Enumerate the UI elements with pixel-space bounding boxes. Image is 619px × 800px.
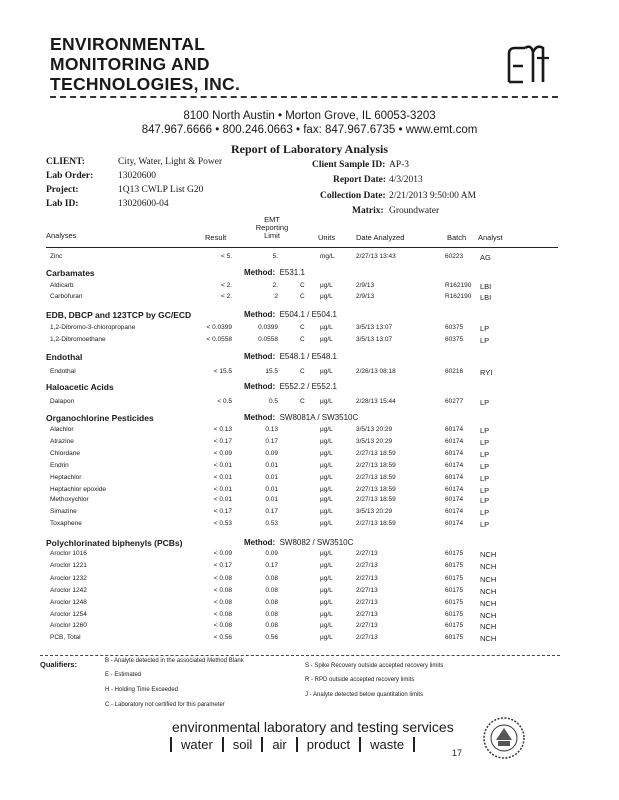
project-label-text: Project: [46,185,79,195]
col-reporting: Reporting [255,223,289,232]
cell-reporting-limit: 5. [272,253,278,260]
cell-date-analyzed: 2/27/13 [356,562,378,569]
cell-batch: 60174 [445,450,464,457]
cell-result: < 0.01 [213,474,232,481]
cell-date-analyzed: 3/5/13 13:07 [356,324,393,331]
cell-result: < 0.5 [217,398,232,405]
cell-analyst: AG [480,253,491,262]
cell-analyte: Aroclor 1221 [50,562,87,569]
section-method [244,310,337,319]
cell-reporting-limit: 2. [272,282,278,289]
cell-reporting-limit: 0.0558 [258,336,278,343]
table-row [0,336,619,346]
cell-reporting-limit: 0.01 [265,474,278,481]
section-title: Carbamates [46,268,95,278]
cell-units: µg/L [320,368,333,375]
cell-analyte: Simazine [50,508,77,515]
cell-date-analyzed: 2/27/13 18:59 [356,474,396,481]
cell-analyte: Aldicarb [50,282,74,289]
table-row [0,398,619,408]
cell-result: < 0.17 [213,438,232,445]
project-label [46,185,79,195]
cell-reporting-limit: 0.0399 [258,324,278,331]
cell-batch: 60174 [445,426,464,433]
cell-batch: R162190 [445,293,472,300]
cell-analyte: 1,2-Dibromoethane [50,336,106,343]
cell-date-analyzed: 2/27/13 [356,599,378,606]
cell-reporting-limit: 0.08 [265,587,278,594]
cell-result: < 5. [220,253,232,260]
lab-order-label-text: Lab Order: [46,171,94,181]
footer-services [170,737,415,752]
cell-qualifier: C [300,282,305,289]
cell-result: < 15.5 [213,368,232,375]
cell-analyst: LP [480,398,490,407]
cell-units: µg/L [320,336,333,343]
report-date-label [333,175,386,185]
cell-analyst: LP [480,450,490,459]
lab-order-value: 13020600 [118,171,156,181]
col-result: Result [205,233,227,242]
footer-tagline: environmental laboratory and testing services [172,719,454,735]
client-sample-value: AP-3 [389,160,410,170]
cell-analyst: LP [480,474,490,483]
cell-analyte: Aroclor 1254 [50,611,87,618]
company-address: 8100 North Austin • Morton Grove, IL 60053-3203 [183,110,436,122]
cell-result: < 0.17 [213,562,232,569]
service-air: air [261,737,295,752]
cell-analyst: NCH [480,599,497,608]
cell-analyst: NCH [480,550,497,559]
method-value: E504.1 / E504.1 [279,310,337,319]
cell-result: < 0.01 [213,496,232,503]
service-soil: soil [222,737,262,752]
cell-analyte: Methoxychlor [50,496,89,503]
table-row [0,253,619,263]
emt-logo-icon [503,42,551,88]
table-row [0,599,619,609]
cell-result: < 0.13 [213,426,232,433]
col-limit: Limit [264,231,280,240]
cell-date-analyzed: 2/27/13 18:59 [356,520,396,527]
method-label: Method: [244,538,276,547]
table-row [0,293,619,303]
cell-reporting-limit: 0.09 [265,450,278,457]
cell-analyst: LBI [480,293,492,302]
section-method [244,538,353,547]
cell-units: µg/L [320,508,333,515]
table-row [0,550,619,560]
client-label [46,157,85,167]
client-label-text: CLIENT: [46,157,85,167]
cell-result: < 0.08 [213,611,232,618]
section-title: EDB, DBCP and 123TCP by GC/ECD [46,310,192,320]
service-water: water [170,737,222,752]
cell-result: < 0.56 [213,634,232,641]
cell-result: < 2. [220,282,232,289]
cell-analyst: NCH [480,622,497,631]
cell-qualifier: C [300,398,305,405]
cell-units: mg/L [320,253,335,260]
project-value: 1Q13 CWLP List G20 [118,185,204,195]
cell-analyte: Alachlor [50,426,74,433]
col-batch: Batch [447,233,467,242]
matrix-value: Groundwater [389,206,440,216]
cell-batch: 60175 [445,587,464,594]
cell-batch: 60375 [445,324,464,331]
matrix-label-text: Matrix: [352,206,384,216]
section-title: Organochlorine Pesticides [46,413,154,423]
section-method [244,352,337,361]
section-title: Polychlorinated biphenyls (PCBs) [46,538,183,548]
cell-analyte: PCB, Total [50,634,81,641]
cell-analyte: Chlordane [50,450,80,457]
cell-date-analyzed: 3/5/13 20:29 [356,438,393,445]
cell-analyst: LP [480,496,490,505]
cell-result: < 0.08 [213,575,232,582]
method-label: Method: [244,310,276,319]
cell-reporting-limit: 0.08 [265,611,278,618]
cell-date-analyzed: 2/27/13 [356,550,378,557]
cell-units: µg/L [320,599,333,606]
table-row [0,496,619,506]
method-value: SW8082 / SW3510C [279,538,354,547]
section-title: Endothal [46,352,83,362]
cell-analyte: Endothal [50,368,76,375]
cell-units: µg/L [320,438,333,445]
cell-analyte: Carbofuran [50,293,83,300]
cell-reporting-limit: 0.53 [265,520,278,527]
cell-result: < 0.09 [213,550,232,557]
cell-reporting-limit: 0.5 [268,398,278,405]
cell-batch: 60175 [445,562,464,569]
cell-batch: 60175 [445,611,464,618]
cell-date-analyzed: 2/27/13 [356,622,378,629]
table-row [0,462,619,472]
cell-date-analyzed: 2/27/13 [356,634,378,641]
cell-result: < 0.08 [213,622,232,629]
cell-batch: 60174 [445,496,464,503]
col-date: Date Analyzed [356,233,405,242]
cell-batch: 60277 [445,398,464,405]
cell-analyst: NCH [480,634,497,643]
method-value: E548.1 / E548.1 [279,352,337,361]
table-row [0,450,619,460]
company-contact: 847.967.6666 • 800.246.0663 • fax: 847.967.6735 • www.emt.com [141,124,478,136]
qualifier-b: B - Analyte detected in the associated Method Blank [105,658,244,664]
cell-batch: 60174 [445,438,464,445]
cell-analyst: LP [480,508,490,517]
qualifier-s: S - Spike Recovery outside accepted recovery limits [305,663,444,669]
cell-reporting-limit: 0.01 [265,496,278,503]
cell-units: µg/L [320,462,333,469]
cell-result: < 0.09 [213,450,232,457]
cell-batch: 60175 [445,575,464,582]
cell-units: µg/L [320,293,333,300]
cell-analyst: LP [480,462,490,471]
cell-units: µg/L [320,486,333,493]
cell-analyte: Dalapon [50,398,75,405]
cell-batch: 60375 [445,336,464,343]
section-method [244,268,305,277]
cell-date-analyzed: 2/9/13 [356,293,375,300]
method-label: Method: [244,382,276,391]
cell-qualifier: C [300,368,305,375]
table-row [0,426,619,436]
cell-units: µg/L [320,587,333,594]
cell-analyte: Heptachlor [50,474,82,481]
header-divider [50,96,558,98]
cell-batch: 60174 [445,474,464,481]
cell-qualifier: C [300,293,305,300]
cell-date-analyzed: 2/27/13 [356,587,378,594]
cell-analyst: LP [480,324,490,333]
service-waste: waste [359,737,415,752]
client-sample-label [312,160,385,170]
cell-units: µg/L [320,622,333,629]
cell-batch: 60223 [445,253,464,260]
collection-date-value: 2/21/2013 9:50:00 AM [389,191,477,201]
cell-result: < 0.01 [213,462,232,469]
cell-analyst: LP [480,486,490,495]
cell-batch: 60174 [445,508,464,515]
service-product: product [296,737,359,752]
cell-analyst: LP [480,336,490,345]
company-name: ENVIRONMENTAL MONITORING AND TECHNOLOGIES, INC. [50,34,241,94]
cell-result: < 0.08 [213,587,232,594]
method-value: SW8081A / SW3510C [279,413,359,422]
table-row [0,508,619,518]
method-value: E552.2 / E552.1 [279,382,337,391]
qualifier-j: J - Analyte detected below quantitation limits [305,692,424,698]
matrix-label [352,206,384,216]
cell-date-analyzed: 2/9/13 [356,282,375,289]
cell-date-analyzed: 2/28/13 15:44 [356,398,396,405]
method-label: Method: [244,268,276,277]
lab-id-label [46,199,78,209]
qualifier-c: C - Laboratory not certified for this parameter [105,702,225,708]
table-row [0,368,619,378]
qualifier-r: R - RPD outside accepted recovery limits [305,677,415,683]
cell-date-analyzed: 2/27/13 13:43 [356,253,396,260]
table-row [0,486,619,496]
cell-analyst: LBI [480,282,492,291]
cell-date-analyzed: 2/27/13 [356,575,378,582]
cell-analyst: RYI [480,368,493,377]
section-method [244,382,337,391]
method-label: Method: [244,413,276,422]
cell-units: µg/L [320,611,333,618]
cell-analyst: NCH [480,575,497,584]
cell-date-analyzed: 2/27/13 18:59 [356,450,396,457]
cell-date-analyzed: 2/27/13 18:59 [356,486,396,493]
cell-reporting-limit: 0.08 [265,599,278,606]
client-sample-label-text: Client Sample ID: [312,160,386,170]
table-row [0,438,619,448]
cell-batch: 60174 [445,486,464,493]
cell-analyst: NCH [480,562,497,571]
cell-analyte: Aroclor 1260 [50,622,87,629]
cell-reporting-limit: 0.08 [265,575,278,582]
cell-result: < 0.53 [213,520,232,527]
cell-reporting-limit: 0.17 [265,508,278,515]
qualifiers-divider [40,655,560,656]
accreditation-seal-icon [482,716,526,760]
cell-reporting-limit: 0.08 [265,622,278,629]
cell-reporting-limit: 0.09 [265,550,278,557]
table-row [0,622,619,632]
cell-date-analyzed: 2/27/13 18:59 [356,462,396,469]
cell-analyte: Aroclor 1242 [50,587,87,594]
cell-batch: 60175 [445,550,464,557]
cell-units: µg/L [320,474,333,481]
table-row [0,520,619,530]
table-header-rule [46,247,558,248]
cell-result: < 0.08 [213,599,232,606]
table-row [0,562,619,572]
cell-reporting-limit: 15.5 [265,368,278,375]
table-row [0,282,619,292]
cell-analyte: Aroclor 1232 [50,575,87,582]
table-row [0,575,619,585]
cell-analyst: NCH [480,611,497,620]
client-value: City, Water, Light & Power [118,157,223,167]
cell-reporting-limit: 2 [274,293,278,300]
cell-result: < 2. [220,293,232,300]
cell-units: µg/L [320,426,333,433]
cell-date-analyzed: 2/26/13 08:18 [356,368,396,375]
cell-result: < 0.0399 [206,324,232,331]
cell-analyst: NCH [480,587,497,596]
cell-batch: 60175 [445,622,464,629]
cell-analyte: Aroclor 1248 [50,599,87,606]
report-date-value: 4/3/2013 [389,175,423,185]
cell-qualifier: C [300,324,305,331]
lab-order-label [46,171,93,181]
cell-reporting-limit: 0.56 [265,634,278,641]
method-label: Method: [244,352,276,361]
cell-reporting-limit: 0.17 [265,562,278,569]
col-analyst: Analyst [478,233,503,242]
qualifier-h: H - Holding Time Exceeded [105,687,179,693]
col-emt: EMT [264,215,280,224]
cell-batch: 60174 [445,520,464,527]
cell-reporting-limit: 0.01 [265,462,278,469]
qualifier-e: E - Estimated [105,672,142,678]
cell-result: < 0.0558 [206,336,232,343]
col-analyses: Analyses [46,231,77,240]
cell-date-analyzed: 3/5/13 20:29 [356,508,393,515]
cell-analyst: LP [480,438,490,447]
report-date-label-text: Report Date: [333,175,387,185]
cell-units: µg/L [320,562,333,569]
cell-analyte: Endrin [50,462,69,469]
cell-analyst: LP [480,426,490,435]
cell-analyte: 1,2-Dibromo-3-chloropropane [50,324,136,331]
lab-id-value: 13020600-04 [118,199,169,209]
cell-qualifier: C [300,336,305,343]
cell-result: < 0.01 [213,486,232,493]
table-row [0,611,619,621]
cell-units: µg/L [320,450,333,457]
collection-date-label-text: Collection Date: [320,191,386,201]
collection-date-label [320,191,386,201]
col-units: Units [318,233,336,242]
cell-reporting-limit: 0.13 [265,426,278,433]
cell-date-analyzed: 3/5/13 20:29 [356,426,393,433]
cell-batch: R162190 [445,282,472,289]
cell-units: µg/L [320,575,333,582]
section-title: Haloacetic Acids [46,382,114,392]
cell-units: µg/L [320,634,333,641]
table-row [0,634,619,644]
cell-reporting-limit: 0.01 [265,486,278,493]
cell-analyte: Aroclor 1016 [50,550,87,557]
cell-batch: 60175 [445,634,464,641]
page-number: 17 [452,748,463,758]
cell-batch: 60174 [445,462,464,469]
cell-date-analyzed: 3/5/13 13:07 [356,336,393,343]
cell-units: µg/L [320,324,333,331]
cell-date-analyzed: 2/27/13 18:59 [356,496,396,503]
cell-units: µg/L [320,550,333,557]
cell-analyte: Heptachlor epoxide [50,486,107,493]
cell-batch: 60216 [445,368,464,375]
table-row [0,587,619,597]
qualifiers-label: Qualifiers: [40,660,78,669]
section-method [244,413,358,422]
cell-reporting-limit: 0.17 [265,438,278,445]
cell-analyte: Atrazine [50,438,74,445]
lab-id-label-text: Lab ID: [46,199,79,209]
method-value: E531.1 [279,268,305,277]
table-row [0,474,619,484]
cell-result: < 0.17 [213,508,232,515]
cell-units: µg/L [320,398,333,405]
table-row [0,324,619,334]
cell-analyst: LP [480,520,490,529]
cell-analyte: Toxaphene [50,520,82,527]
cell-batch: 60175 [445,599,464,606]
report-title: Report of Laboratory Analysis [231,142,388,156]
cell-date-analyzed: 2/27/13 [356,611,378,618]
cell-units: µg/L [320,520,333,527]
cell-units: µg/L [320,282,333,289]
cell-units: µg/L [320,496,333,503]
cell-analyte: Zinc [50,253,63,260]
